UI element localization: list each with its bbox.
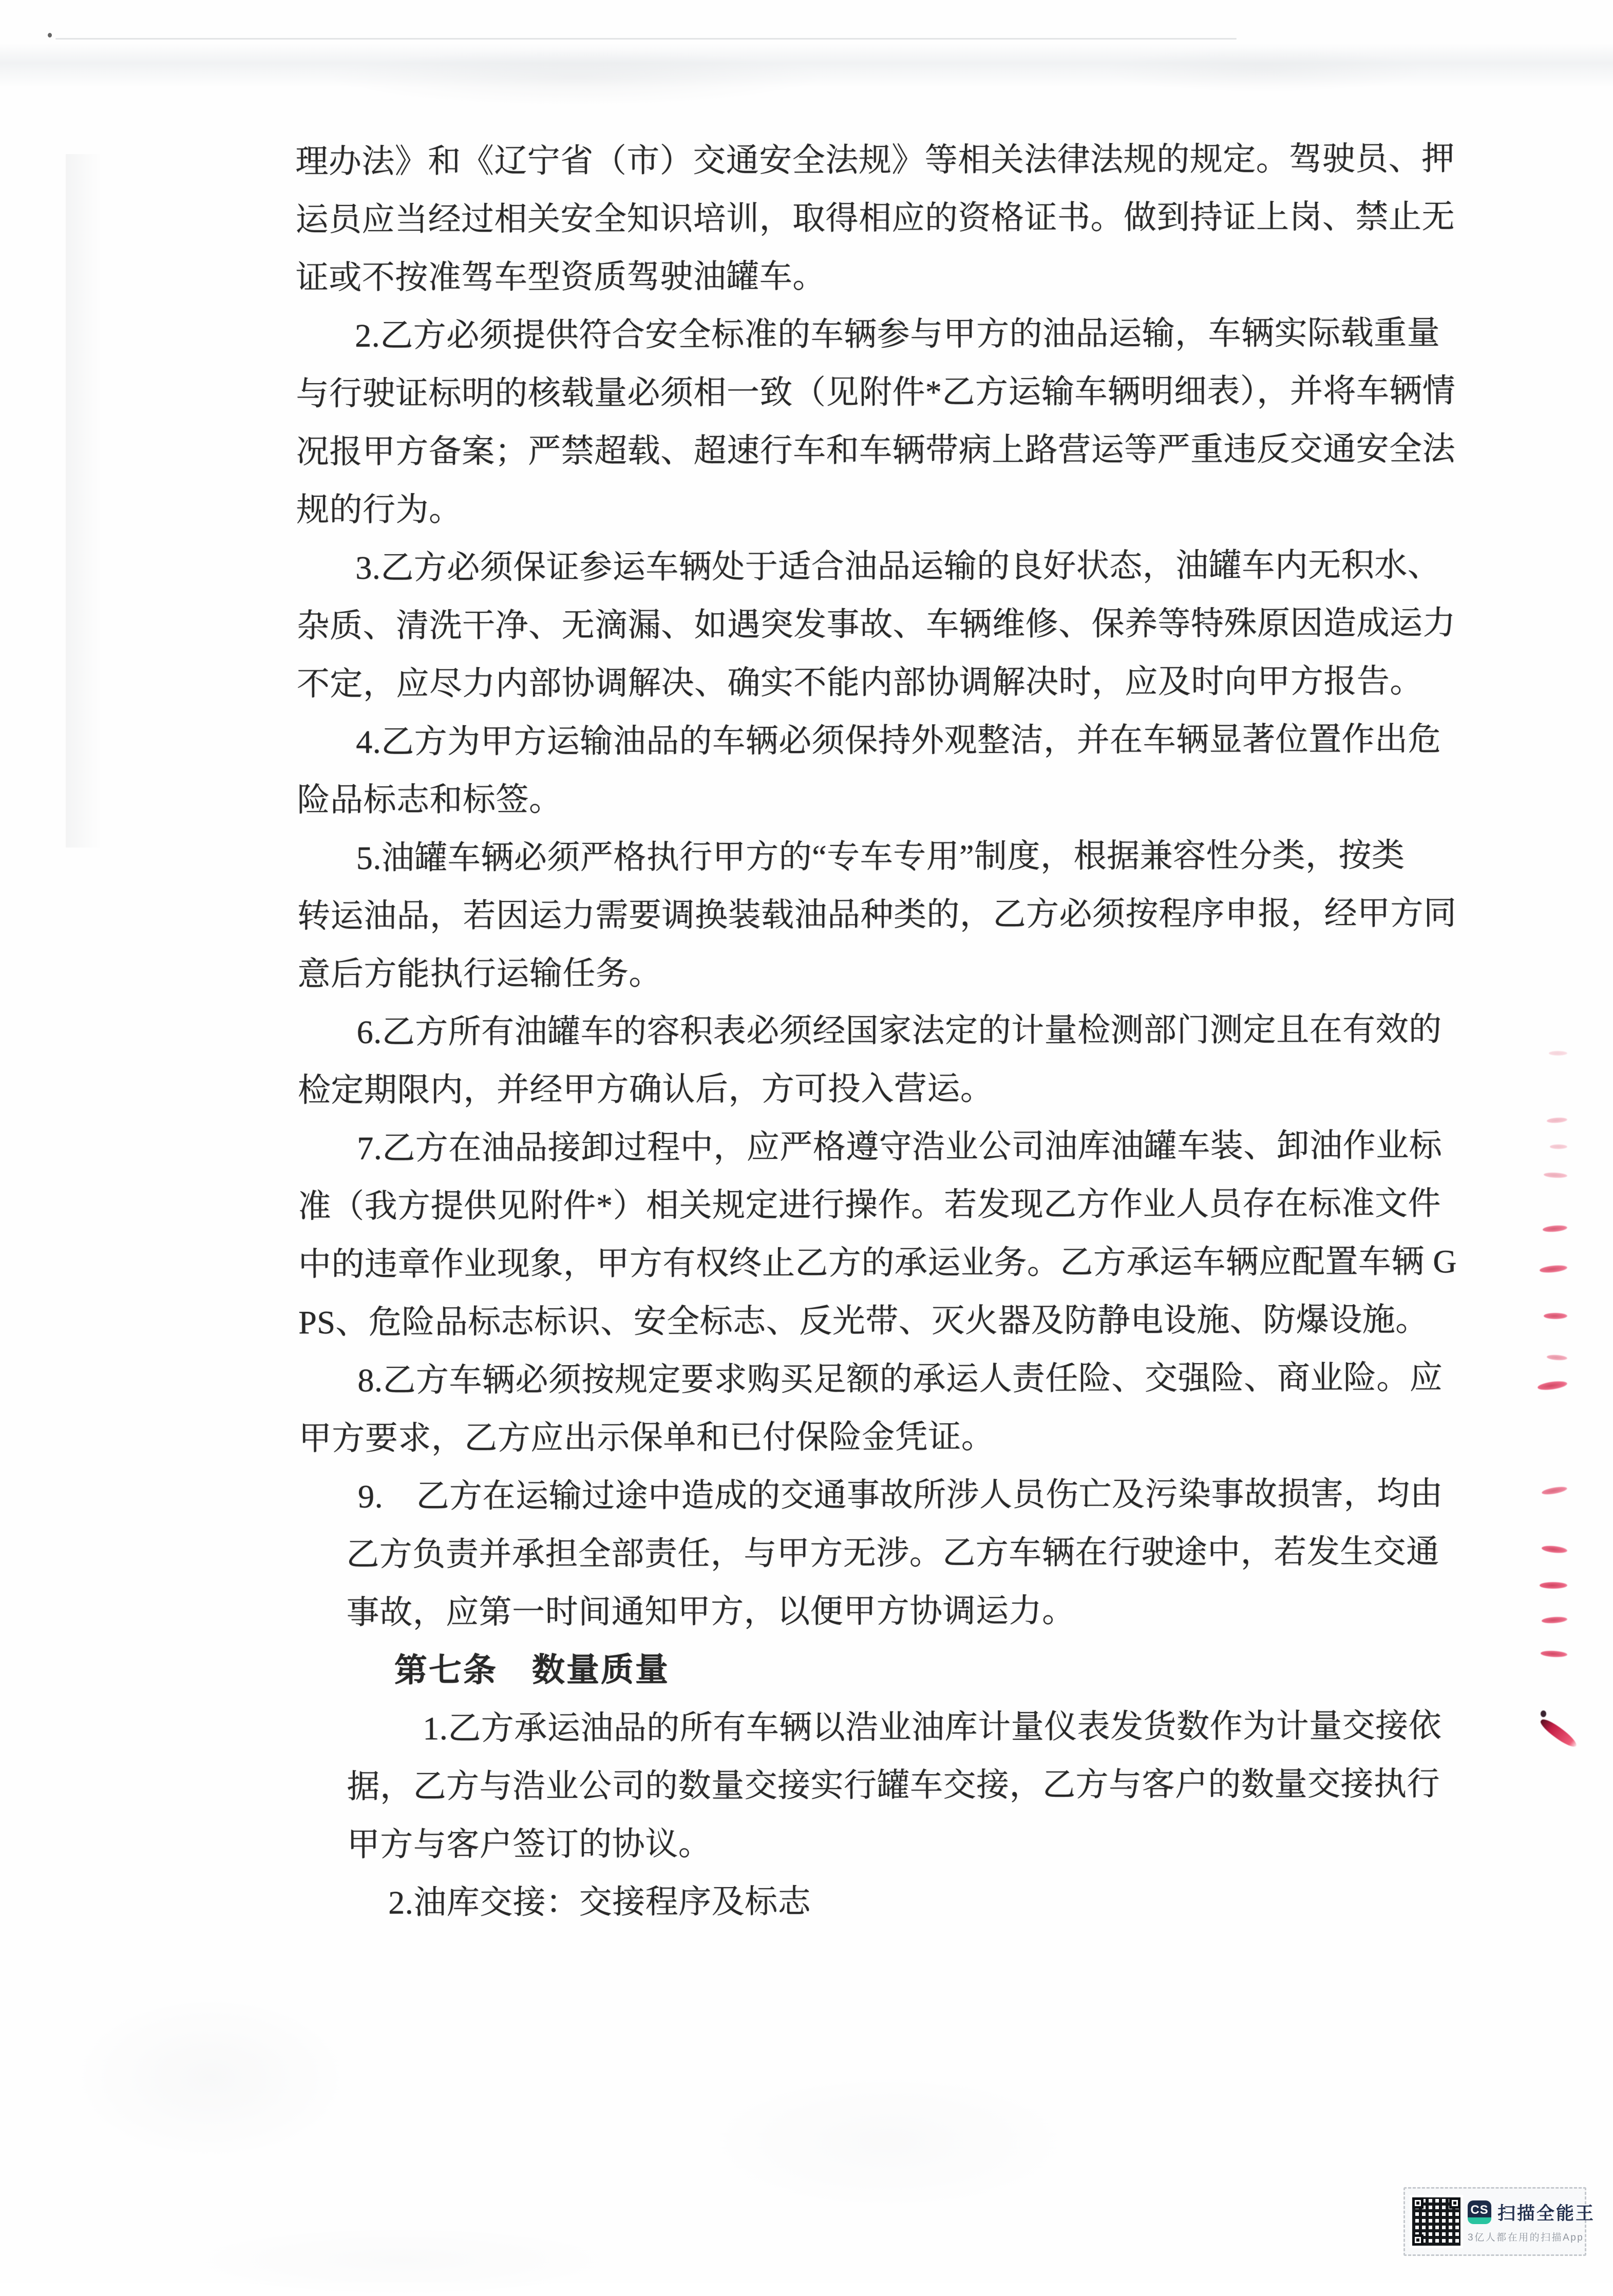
contract-line: 甲方与客户签订的协议。 (347, 1825, 712, 1863)
red-ink-stroke (1540, 1582, 1567, 1589)
contract-line: 9. 乙方在运输过途中造成的交通事故所涉人员伤亡及污染事故损害，均由 (357, 1475, 1444, 1515)
contract-line: 杂质、清洗干净、无滴漏、如遇突发事故、车辆维修、保养等特殊原因造成运力 (296, 605, 1456, 644)
red-ink-stroke (1543, 1225, 1568, 1233)
contract-line: 与行驶证标明的核载量必须相一致（见附件*乙方运输车辆明细表），并将车辆情 (296, 372, 1456, 412)
qr-finder-icon (1449, 2197, 1460, 2209)
contract-line: 检定期限内，并经甲方确认后，方可投入营运。 (297, 1070, 994, 1108)
cs-logo-text: CS (1470, 2203, 1489, 2217)
contract-line: 5.油罐车辆必须严格执行甲方的“专车专用”制度，根据兼容性分类，按类 (356, 837, 1405, 876)
scan-blotch-artifact (67, 1993, 354, 2162)
red-ink-stroke (1541, 1545, 1567, 1554)
scan-blotch-artifact (169, 2224, 632, 2296)
contract-line: 况报甲方备案；严禁超载、超速行车和车辆带病上路营运等严重违反交通安全法 (296, 430, 1456, 470)
watermark-tagline: 3亿人都在用的扫描App (1468, 2232, 1584, 2243)
watermark-app-name: 扫描全能王 (1497, 2204, 1596, 2224)
red-ink-stroke (1544, 1313, 1567, 1319)
qr-finder-icon (1412, 2234, 1424, 2246)
contract-line: 运员应当经过相关安全知识培训，取得相应的资格证书。做到持证上岗、禁止无 (295, 198, 1455, 238)
contract-line: 6.乙方所有油罐车的容积表必须经国家法定的计量检测部门测定且在有效的 (356, 1011, 1442, 1050)
contract-line: 险品标志和标签。 (297, 781, 562, 818)
red-ink-stroke (1539, 1264, 1567, 1274)
contract-line: 3.乙方必须保证参运车辆处于适合油品运输的良好状态，油罐车内无积水、 (355, 547, 1441, 586)
red-ink-stroke (1544, 1172, 1567, 1178)
contract-line: 准（我方提供见附件*）相关规定进行操作。若发现乙方作业人员存在标准文件 (298, 1185, 1441, 1225)
qr-code (1412, 2197, 1460, 2246)
contract-line: 中的违章作业现象，甲方有权终止乙方的承运业务。乙方承运车辆应配置车辆 G (298, 1243, 1457, 1283)
red-ink-stroke (1550, 1144, 1567, 1149)
red-ink-swoosh (1539, 1716, 1579, 1751)
scan-dot-artifact (48, 33, 52, 37)
contract-line: 1.乙方承运油品的所有车辆以浩业油库计量仪表发货数作为计量交接依 (423, 1707, 1442, 1747)
contract-line: 2.油库交接：交接程序及标志 (388, 1883, 811, 1921)
contract-line: 8.乙方车辆必须按规定要求购买足额的承运人责任险、交强险、商业险。应 (357, 1359, 1443, 1399)
camscanner-logo-icon (1468, 2200, 1491, 2224)
red-ink-stroke (1541, 1485, 1567, 1496)
scan-blotch-artifact (693, 2070, 1084, 2214)
red-ink-stroke (1541, 1650, 1568, 1658)
contract-line: 规的行为。 (296, 491, 462, 528)
red-ink-stroke (1541, 1710, 1546, 1717)
contract-line: 2.乙方必须提供符合安全标准的车辆参与甲方的油品运输，车辆实际载重量 (354, 314, 1440, 354)
scan-shadow-band-artifact (0, 43, 1613, 87)
contract-line: 7.乙方在油品接卸过程中，应严格遵守浩业公司油库油罐车装、卸油作业标 (357, 1127, 1443, 1166)
scan-blotch-artifact (1104, 47, 1422, 93)
contract-line: 意后方能执行运输任务。 (297, 955, 662, 992)
contract-line: 甲方要求，乙方应出示保单和已付保险金凭证。 (298, 1418, 995, 1457)
contract-line: 事故，应第一时间通知甲方，以便甲方协调运力。 (346, 1592, 1075, 1631)
camscanner-watermark (1403, 2187, 1596, 2256)
contract-line: 理办法》和《辽宁省（市）交通安全法规》等相关法律法规的规定。驾驶员、押 (295, 140, 1455, 180)
contract-line: PS、危险品标志标识、安全标志、反光带、灭火器及防静电设施、防爆设施。 (298, 1301, 1429, 1341)
contract-line: 据，乙方与浩业公司的数量交接实行罐车交接，乙方与客户的数量交接执行 (347, 1765, 1440, 1805)
contract-body-text (295, 129, 1543, 1932)
contract-line: 证或不按准驾车型资质驾驶油罐车。 (295, 258, 826, 296)
contract-line: 不定，应尽力内部协调解决、确实不能内部协调解决时，应及时向甲方报告。 (296, 663, 1423, 702)
scan-blotch-artifact (329, 49, 822, 106)
contract-line: 乙方负责并承担全部责任，与甲方无涉。乙方车辆在行驶途中，若发生交通 (346, 1533, 1439, 1573)
qr-finder-icon (1412, 2197, 1424, 2209)
red-ink-stroke (1547, 1117, 1568, 1124)
section-heading: 第七条 数量质量 (394, 1651, 670, 1689)
red-ink-stroke (1542, 1616, 1568, 1624)
scan-edge-line-artifact (55, 38, 1237, 40)
red-ink-stroke (1547, 1354, 1568, 1361)
red-ink-stroke (1537, 1380, 1568, 1391)
contract-line: 4.乙方为甲方运输油品的车辆必须保持外观整洁，并在车辆显著位置作出危 (356, 721, 1441, 760)
scan-streak-artifact (66, 154, 102, 848)
contract-line: 转运油品，若因运力需要调换装载油品种类的，乙方必须按程序申报，经甲方同 (297, 895, 1457, 934)
red-ink-stroke (1549, 1051, 1567, 1056)
